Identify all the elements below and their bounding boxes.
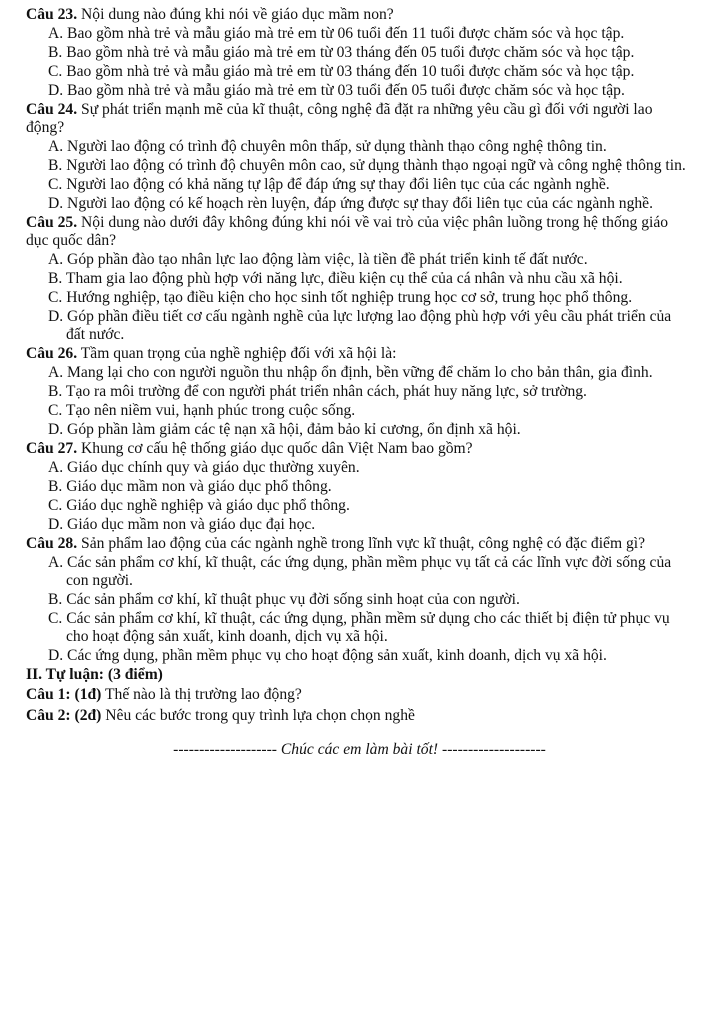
- question-text: Nội dung nào dưới đây không đúng khi nói về vai trò của việc phân luồng trong hệ thống giáo dục quốc dân?: [26, 214, 669, 249]
- question-stem: [26, 214, 693, 250]
- option-c: C. Tạo nên niềm vui, hạnh phúc trong cuộc sống.: [48, 402, 356, 419]
- option-c: C. Bao gồm nhà trẻ và mẫu giáo mà trẻ em từ 03 tháng đến 10 tuổi được chăm sóc và học tập.: [48, 63, 635, 80]
- question-26: [26, 345, 693, 439]
- question-27: [26, 440, 693, 534]
- section-title: II. Tự luận: (3 điểm): [26, 666, 163, 683]
- question-25: [26, 214, 693, 344]
- option-d: D. Các ứng dụng, phần mềm phục vụ cho hoạt động sản xuất, kinh doanh, dịch vụ xã hội.: [48, 647, 607, 664]
- option-b: B. Người lao động có trình độ chuyên môn cao, sử dụng thành thạo ngoại ngữ và công nghệ thông tin.: [48, 157, 686, 174]
- option-a: A. Người lao động có trình độ chuyên môn thấp, sử dụng thành thạo công nghệ thông tin.: [48, 138, 607, 155]
- essay-question-1: [26, 686, 693, 704]
- option-b: B. Giáo dục mầm non và giáo dục phổ thông.: [48, 478, 332, 495]
- option-b: B. Tạo ra môi trường để con người phát triển nhân cách, phát huy năng lực, sở trường.: [48, 383, 587, 400]
- question-24: [26, 101, 693, 213]
- question-text: Khung cơ cấu hệ thống giáo dục quốc dân Việt Nam bao gồm?: [77, 440, 473, 457]
- question-label: Câu 23.: [26, 6, 78, 23]
- option-c: C. Hướng nghiệp, tạo điều kiện cho học sinh tốt nghiệp trung học cơ sở, trung học phổ thông.: [48, 289, 633, 306]
- question-stem: [26, 440, 693, 458]
- question-label: Câu 27.: [26, 440, 78, 457]
- essay-question-2: [26, 707, 693, 725]
- option-b: B. Các sản phẩm cơ khí, kĩ thuật phục vụ đời sống sinh hoạt của con người.: [48, 591, 520, 608]
- option-c: C. Người lao động có khả năng tự lập để đáp ứng sự thay đổi liên tục của các ngành nghề.: [48, 176, 610, 193]
- question-stem: [26, 101, 693, 137]
- essay-text: Thế nào là thị trường lao động?: [101, 686, 302, 703]
- option-a: A. Mang lại cho con người nguồn thu nhập ổn định, bền vững để chăm lo cho bản thân, gia đình.: [48, 364, 653, 381]
- option-a: A. Bao gồm nhà trẻ và mẫu giáo mà trẻ em từ 06 tuổi đến 11 tuổi được chăm sóc và học tập.: [48, 25, 625, 42]
- question-stem: [26, 345, 693, 363]
- essay-label: Câu 1: (1đ): [26, 686, 102, 703]
- question-text: Sự phát triển mạnh mẽ của kĩ thuật, công nghệ đã đặt ra những yêu cầu gì đối với người lao động?: [26, 101, 653, 136]
- option-d: D. Góp phần làm giảm các tệ nạn xã hội, đảm bảo kỉ cương, ổn định xã hội.: [48, 421, 521, 438]
- option-b: B. Tham gia lao động phù hợp với năng lực, điều kiện cụ thể của cá nhân và nhu cầu xã hội.: [48, 270, 623, 287]
- question-text: Tầm quan trọng của nghề nghiệp đối với xã hội là:: [77, 345, 397, 362]
- question-text: Nội dung nào đúng khi nói về giáo dục mầm non?: [77, 6, 394, 23]
- option-a: A. Các sản phẩm cơ khí, kĩ thuật, các ứng dụng, phần mềm phục vụ tất cả các lĩnh vực đời sống của con người.: [48, 554, 672, 589]
- option-d: D. Bao gồm nhà trẻ và mẫu giáo mà trẻ em từ 03 tuổi đến 05 tuổi được chăm sóc và học tập.: [48, 82, 625, 99]
- option-d: D. Giáo dục mầm non và giáo dục đại học.: [48, 516, 316, 533]
- question-28: [26, 535, 693, 665]
- footer-message: -------------------- Chúc các em làm bài tốt! --------------------: [173, 741, 546, 758]
- option-d: D. Người lao động có kế hoạch rèn luyện, đáp ứng được sự thay đổi liên tục của các ngành nghề.: [48, 195, 654, 212]
- essay-label: Câu 2: (2đ): [26, 707, 102, 724]
- essay-text: Nêu các bước trong quy trình lựa chọn chọn nghề: [101, 707, 415, 724]
- option-c: C. Các sản phẩm cơ khí, kĩ thuật, các ứng dụng, phần mềm sử dụng cho các thiết bị điện tử phục vụ cho hoạt động sản xuất, kinh doanh, dịch vụ xã hội.: [48, 610, 670, 645]
- option-d: D. Góp phần điều tiết cơ cấu ngành nghề của lực lượng lao động phù hợp với yêu cầu phát triển của đất nước.: [48, 308, 672, 343]
- option-b: B. Bao gồm nhà trẻ và mẫu giáo mà trẻ em từ 03 tháng đến 05 tuổi được chăm sóc và học tập.: [48, 44, 635, 61]
- option-c: C. Giáo dục nghề nghiệp và giáo dục phổ thông.: [48, 497, 350, 514]
- question-label: Câu 25.: [26, 214, 78, 231]
- question-label: Câu 26.: [26, 345, 78, 362]
- question-stem: [26, 6, 693, 24]
- question-text: Sản phẩm lao động của các ngành nghề trong lĩnh vực kĩ thuật, công nghệ có đặc điểm gì?: [77, 535, 646, 552]
- question-23: [26, 6, 693, 100]
- question-label: Câu 28.: [26, 535, 78, 552]
- option-a: A. Góp phần đào tạo nhân lực lao động làm việc, là tiền đề phát triển kinh tế đất nước.: [48, 251, 588, 268]
- question-label: Câu 24.: [26, 101, 78, 118]
- option-a: A. Giáo dục chính quy và giáo dục thường xuyên.: [48, 459, 360, 476]
- question-stem: [26, 535, 693, 553]
